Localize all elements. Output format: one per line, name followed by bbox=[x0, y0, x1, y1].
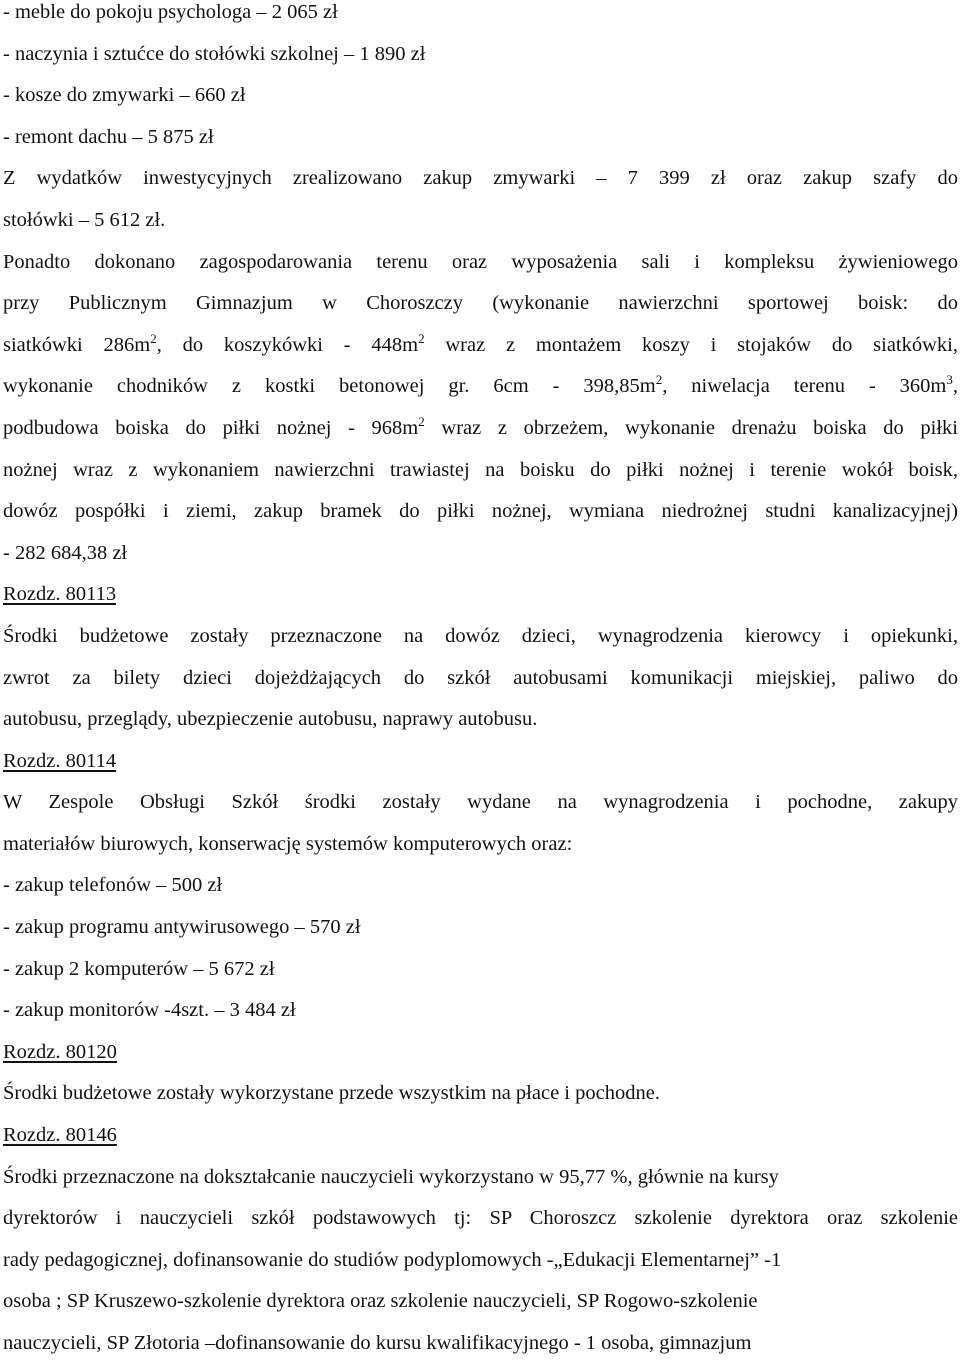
section-80113-line: Środki budżetowe zostały przeznaczone na dowóz dzieci, wynagrodzenia kierowcy i opiekunki, bbox=[3, 624, 958, 647]
text-segment: podbudowa boiska do piłki nożnej - 968m bbox=[3, 416, 419, 439]
section-heading-80113: Rozdz. 80113 bbox=[3, 583, 117, 606]
superscript: 2 bbox=[150, 330, 157, 346]
gymnasium-paragraph-line: przy Publicznym Gimnazjum w Choroszczy (wykonanie nawierzchni sportowej boisk: do bbox=[3, 292, 958, 315]
text-segment: , bbox=[952, 375, 958, 398]
gymnasium-paragraph-line bbox=[3, 325, 958, 367]
superscript: 2 bbox=[418, 330, 425, 346]
expense-item-roof: - remont dachu – 5 875 zł bbox=[3, 125, 214, 148]
gymnasium-paragraph-line: - 282 684,38 zł bbox=[3, 541, 128, 564]
superscript: 2 bbox=[655, 372, 663, 388]
text-segment: siatkówki 286m bbox=[3, 333, 151, 356]
section-heading-80114: Rozdz. 80114 bbox=[3, 749, 117, 772]
expense-item-furniture: - meble do pokoju psychologa – 2 065 zł bbox=[3, 1, 338, 23]
section-80146-line: rady pedagogicznej, dofinansowanie do studiów podyplomowych -„Edukacji Elementarnej” -1 bbox=[3, 1248, 782, 1271]
gymnasium-paragraph-line: nożnej wraz z wykonaniem nawierzchni trawiastej na boisku do piłki nożnej i terenie wokół boisk, bbox=[3, 458, 958, 481]
section-80114-line: W Zespole Obsługi Szkół środki zostały wydane na wynagrodzenia i pochodne, zakupy bbox=[3, 791, 958, 814]
section-80113-line: autobusu, przeglądy, ubezpieczenie autobusu, naprawy autobusu. bbox=[3, 708, 538, 731]
text-segment: wraz z montażem koszy i stojaków do siatkówki, bbox=[424, 333, 959, 356]
investment-text-line: Z wydatków inwestycyjnych zrealizowano zakup zmywarki – 7 399 zł oraz zakup szafy do bbox=[3, 167, 958, 190]
expense-item-baskets: - kosze do zmywarki – 660 zł bbox=[3, 84, 246, 107]
section-80114-item: - zakup 2 komputerów – 5 672 zł bbox=[3, 957, 275, 980]
investment-text-line: stołówki – 5 612 zł. bbox=[3, 208, 166, 231]
superscript: 3 bbox=[946, 372, 953, 388]
superscript: 2 bbox=[418, 413, 425, 429]
text-segment: , do koszykówki - 448m bbox=[156, 333, 419, 356]
section-80146-line: Środki przeznaczone na dokształcanie nauczycieli wykorzystano w 95,77 %, głównie na kursy bbox=[3, 1165, 779, 1188]
section-80114-item: - zakup monitorów -4szt. – 3 484 zł bbox=[3, 999, 296, 1022]
gymnasium-paragraph-line: dowóz pospółki i ziemi, zakup bramek do piłki nożnej, wymiana niedrożnej studni kanalizacyjnej) bbox=[3, 500, 958, 523]
section-80146-line: nauczycieli, SP Złotoria –dofinansowanie do kursu kwalifikacyjnego - 1 osoba, gimnazjum bbox=[3, 1332, 752, 1354]
text-segment: wraz z obrzeżem, wykonanie drenażu boiska do piłki bbox=[424, 416, 958, 439]
gymnasium-paragraph-line bbox=[3, 366, 958, 408]
text-segment: wykonanie chodników z kostki betonowej gr. 6cm - 398,85m bbox=[3, 375, 656, 398]
gymnasium-paragraph-line: Ponadto dokonano zagospodarowania terenu oraz wyposażenia sali i kompleksu żywieniowego bbox=[3, 250, 958, 273]
document-page bbox=[3, 0, 958, 1365]
section-80146-line: osoba ; SP Kruszewo-szkolenie dyrektora oraz szkolenie nauczycieli, SP Rogowo-szkolenie bbox=[3, 1290, 758, 1313]
section-heading-80120: Rozdz. 80120 bbox=[3, 1040, 117, 1063]
section-80113-line: zwrot za bilety dzieci dojeżdżających do szkół autobusami komunikacji miejskiej, paliwo do bbox=[3, 666, 958, 689]
section-80114-item: - zakup programu antywirusowego – 570 zł bbox=[3, 916, 361, 939]
section-80120-line: Środki budżetowe zostały wykorzystane przede wszystkim na płace i pochodne. bbox=[3, 1082, 660, 1105]
gymnasium-paragraph-line bbox=[3, 408, 958, 450]
section-80114-line: materiałów biurowych, konserwację systemów komputerowych oraz: bbox=[3, 832, 573, 855]
section-heading-80146: Rozdz. 80146 bbox=[3, 1124, 117, 1147]
text-segment: , niwelacja terenu - 360m bbox=[662, 375, 947, 398]
section-80114-item: - zakup telefonów – 500 zł bbox=[3, 874, 223, 897]
expense-item-dishes: - naczynia i sztućce do stołówki szkolnej – 1 890 zł bbox=[3, 42, 426, 65]
section-80146-line: dyrektorów i nauczycieli szkół podstawowych tj: SP Choroszcz szkolenie dyrektora oraz szkolenie bbox=[3, 1207, 958, 1230]
